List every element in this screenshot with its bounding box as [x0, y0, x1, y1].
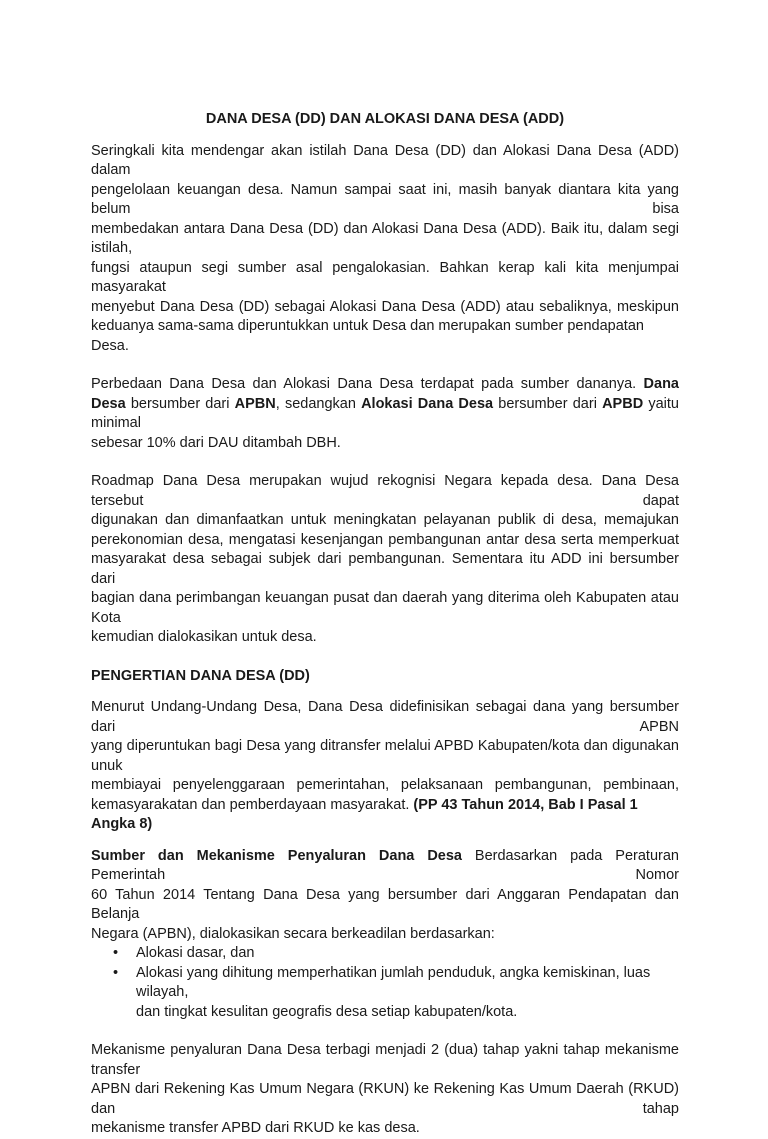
- text-line: digunakan dan dimanfaatkan untuk meningkatan pelayanan publik di desa, memajukan: [91, 512, 679, 528]
- text-line: membedakan antara Dana Desa (DD) dan Alokasi Dana Desa (ADD). Baik itu, dalam segi istilah,: [91, 220, 679, 256]
- bullet-list: [91, 944, 679, 1022]
- text-line: menyebut Dana Desa (DD) sebagai Alokasi Dana Desa (ADD) atau sebaliknya, meskipun: [91, 298, 679, 315]
- text-line: fungsi ataupun segi sumber asal pengalokasian. Bahkan kerap kali kita menjumpai masyarakat: [91, 259, 679, 295]
- bold-term: Alokasi Dana Desa: [361, 395, 494, 412]
- document-title: DANA DESA (DD) DAN ALOKASI DANA DESA (ADD): [205, 111, 565, 127]
- text-line: 60 Tahun 2014 Tentang Dana Desa yang bersumber dari Anggaran Pendapatan dan Belanja: [91, 886, 679, 922]
- text-span: yaitu minimal: [91, 395, 679, 431]
- text-span: kemasyarakatan dan pemberdayaan masyarakat.: [91, 796, 414, 813]
- bold-term: APBD: [602, 395, 644, 412]
- text-line: Menurut Undang-Undang Desa, Dana Desa didefinisikan sebagai dana yang bersumber dari APBN: [91, 699, 679, 735]
- text-line: mekanisme transfer APBD dari RKUD ke kas desa.: [91, 1120, 420, 1136]
- text-line: sebesar 10% dari DAU ditambah DBH.: [91, 434, 341, 451]
- text-span: dan tingkat kesulitan geografis desa setiap kabupaten/kota.: [136, 1003, 518, 1020]
- bold-term: Desa: [91, 395, 126, 412]
- text-span: Alokasi yang dihitung memperhatikan jumlah penduduk, angka kemiskinan, luas wilayah,: [136, 964, 651, 1000]
- text-line: Seringkali kita mendengar akan istilah Dana Desa (DD) dan Alokasi Dana Desa (ADD) dalam: [91, 142, 679, 178]
- bold-term: Dana: [643, 376, 679, 392]
- text-line: bagian dana perimbangan keuangan pusat dan daerah yang diterima oleh Kabupaten atau Kota: [91, 590, 679, 626]
- paragraph-source: [91, 847, 679, 1023]
- text-line: Roadmap Dana Desa merupakan wujud rekognisi Negara kepada desa. Dana Desa tersebut dapat: [91, 473, 679, 509]
- paragraph-roadmap: [91, 472, 679, 648]
- text-span: Perbedaan Dana Desa dan Alokasi Dana Desa terdapat pada sumber dananya.: [91, 376, 637, 392]
- bold-term: Sumber dan Mekanisme Penyaluran Dana Desa: [91, 847, 462, 864]
- legal-citation: (PP 43 Tahun 2014, Bab I Pasal 1 Angka 8): [91, 796, 638, 832]
- bold-term: APBN: [234, 395, 276, 412]
- paragraph-definition: [91, 698, 679, 835]
- text-line: [91, 847, 679, 886]
- text-span: Berdasarkan pada Peraturan Pemerintah Nomor: [91, 847, 679, 883]
- list-item: [91, 944, 679, 964]
- text-line: membiayai penyelenggaraan pemerintahan, pelaksanaan pembangunan, pembinaan,: [91, 777, 679, 793]
- text-line: perekonomian desa, mengatasi kesenjangan pembangunan antar desa serta memperkuat: [91, 531, 679, 548]
- paragraph-difference: [91, 375, 679, 453]
- section-heading: PENGERTIAN DANA DESA (DD): [91, 667, 310, 684]
- text-line: yang diperuntukan bagi Desa yang ditransfer melalui APBD Kabupaten/kota dan digunakan unuk: [91, 738, 679, 774]
- bullet-icon: •: [113, 945, 119, 961]
- text-line: pengelolaan keuangan desa. Namun sampai saat ini, masih banyak diantara kita yang belum bisa: [91, 181, 679, 217]
- text-line: kemudian dialokasikan untuk desa.: [91, 629, 317, 645]
- text-line: [91, 375, 679, 395]
- text-line: masyarakat desa sebagai subjek dari pembangunan. Sementara itu ADD ini bersumber dari: [91, 551, 679, 587]
- text-line: Negara (APBN), dialokasikan secara berkeadilan berdasarkan:: [91, 925, 495, 942]
- text-span: bersumber dari: [493, 395, 603, 412]
- text-line: Mekanisme penyaluran Dana Desa terbagi menjadi 2 (dua) tahap yakni tahap mekanisme transfer: [91, 1042, 679, 1078]
- text-line: APBN dari Rekening Kas Umum Negara (RKUN) ke Rekening Kas Umum Daerah (RKUD) dan tahap: [91, 1081, 679, 1117]
- text-span: Alokasi dasar, dan: [136, 945, 255, 961]
- paragraph-intro: [91, 142, 679, 357]
- text-line: [91, 796, 679, 835]
- bullet-icon: •: [113, 964, 119, 981]
- text-span: , sedangkan: [275, 395, 362, 412]
- text-line: keduanya sama-sama diperuntukkan untuk Desa dan merupakan sumber pendapatan Desa.: [91, 318, 644, 354]
- text-span: bersumber dari: [125, 395, 235, 412]
- paragraph-mechanism: [91, 1041, 679, 1139]
- list-item: [91, 964, 679, 1023]
- text-line: [91, 395, 679, 434]
- document-body: [91, 110, 679, 1139]
